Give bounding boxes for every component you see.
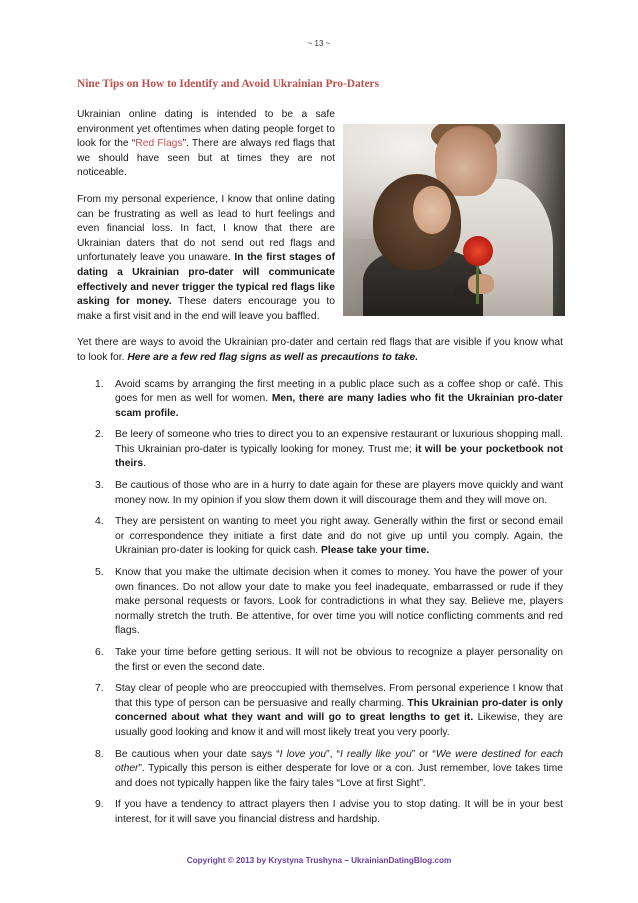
red-flags-highlight: Red Flags	[135, 138, 183, 150]
tips-list	[89, 378, 563, 828]
tip-item-8: 8. Be cautious when your date says “I love you”, “I really like you” or “We were destined for each other”. Typically this person is either desperate for love or a con. Just remember, love takes time and does not typically happen like the fairy tales “Love at first Sight”.	[95, 748, 563, 789]
intro-paragraph-3: Yet there are ways to avoid the Ukrainian pro-dater and certain red flags that are visible if you know what to look for. Here are a few red flag signs as well as precautions to take.	[77, 337, 563, 363]
tip-item-1: 1. Avoid scams by arranging the first meeting in a public place such as a coffee shop or café. This goes for men as well for women. Men, there are many ladies who fit the Ukrainian pro-dater scam profile.	[95, 378, 563, 419]
page-number: ~ 13 ~	[307, 39, 331, 48]
intro-paragraph-2: From my personal experience, I know that online dating can be frustrating as well as lead to hurt feelings and even financial loss. In fact, I know that there are Ukrainian daters that do not send out red flags and unfortunately leave you unaware. In the first stages of dating a Ukrainian pro-dater will communicate effectively and never trigger the typical red flags like asking for money. These daters encourage you to make a first visit and in the end will leave you baffled.	[77, 193, 335, 322]
article-body	[77, 108, 563, 835]
intro-paragraph-1: Ukrainian online dating is intended to be a safe environment yet oftentimes when dating people forget to look for the “Red Flags”. There are always red flags that we should have seen but at times they are not noticeable.	[77, 109, 335, 179]
tip-item-2: 2. Be leery of someone who tries to direct you to an expensive restaurant or luxurious shopping mall. This Ukrainian pro-dater is typically looking for money. Trust me; it will be your pocketbook not theirs.	[95, 429, 563, 470]
tip-item-4: 4. They are persistent on wanting to meet you right away. Generally within the first or second email or correspondence they initiate a first date and do not give up until you comply. Again, the Ukrainian pro-dater is looking for quick cash. Please take your time.	[95, 516, 563, 557]
tip-item-7: 7. Stay clear of people who are preoccupied with themselves. From personal experience I know that that this type of person can be persuasive and really charming. This Ukrainian pro-dater is only concerned about what they want and will go to great lengths to get it. Likewise, they are usually good looking and know it and will most likely treat you very poorly.	[95, 683, 564, 738]
tip-item-3: 3. Be cautious of those who are in a hurry to date again for these are players move quickly and want money now. In my opinion if you slow them down it will discourage them and they will move on.	[95, 480, 563, 506]
copyright-footer: Copyright © 2013 by Krystyna Trushyna – UkrainianDatingBlog.com	[186, 856, 452, 865]
tip-item-5: 5. Know that you make the ultimate decision when it comes to money. You have the power of your own finances. Do not allow your date to make you feel inadequate, embarrassed or rude if they make personal requests or favors. Look for contradictions in what they say. Believe me, players normally stretch the truth. Be attentive, for over time you will notice conflicting comments and red flags.	[95, 567, 563, 637]
tip-item-6: 6. Take your time before getting serious. It will not be obvious to recognize a player personality on the first or even the second date.	[95, 647, 563, 673]
article-title: Nine Tips on How to Identify and Avoid Ukrainian Pro-Daters	[77, 78, 380, 90]
tip-item-9: 9. If you have a tendency to attract players then I advise you to stop dating. It will be in your best interest, for it will save you financial distress and hardship.	[95, 799, 563, 825]
couple-with-red-flower-photo	[343, 124, 565, 316]
